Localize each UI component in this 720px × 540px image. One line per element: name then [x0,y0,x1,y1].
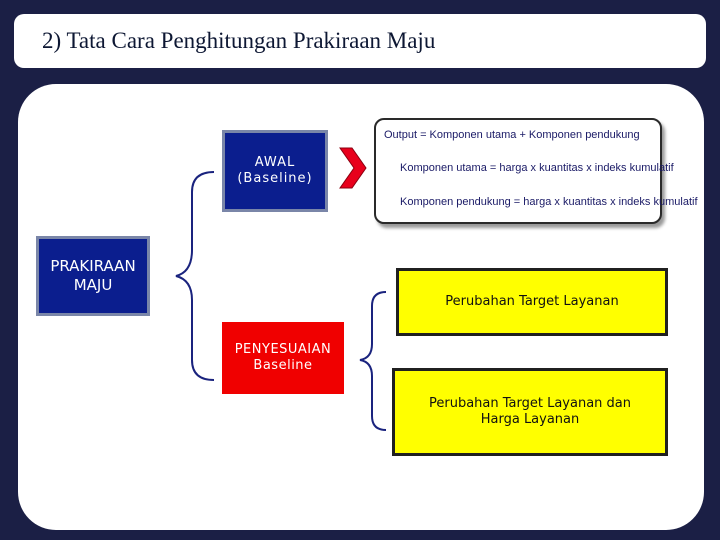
target-harga-layanan-box [392,368,668,456]
penyesuaian-baseline-box [222,322,344,394]
prakiraan-maju-box [36,236,150,316]
target-layanan-box [396,268,668,336]
baseline-label: (Baseline) [237,171,313,186]
formula-box [374,118,698,224]
formula-komponen-utama: Komponen utama = harga x kuantitas x indeks kumulatif [400,162,674,174]
prakiraan-label: PRAKIRAAN [50,257,136,276]
penyesuaian-baseline-label: Baseline [253,358,313,373]
bracket-targets [360,292,386,430]
target-harga-layanan-label: Perubahan Target Layanan dan Harga Layanan [428,395,631,427]
formula-output: Output = Komponen utama + Komponen pendukung [384,129,640,141]
maju-label: MAJU [73,276,113,294]
bracket-main [176,172,214,380]
slide-title: 2) Tata Cara Penghitungan Prakiraan Maju [42,28,436,53]
chevron-right-icon [340,148,366,188]
target-layanan-label: Perubahan Target Layanan [445,293,619,309]
awal-baseline-box [222,130,328,212]
formula-komponen-pendukung: Komponen pendukung = harga x kuantitas x indeks kumulatif [400,196,698,208]
penyesuaian-label: PENYESUAIAN [234,341,332,357]
awal-label: AWAL [254,154,296,170]
